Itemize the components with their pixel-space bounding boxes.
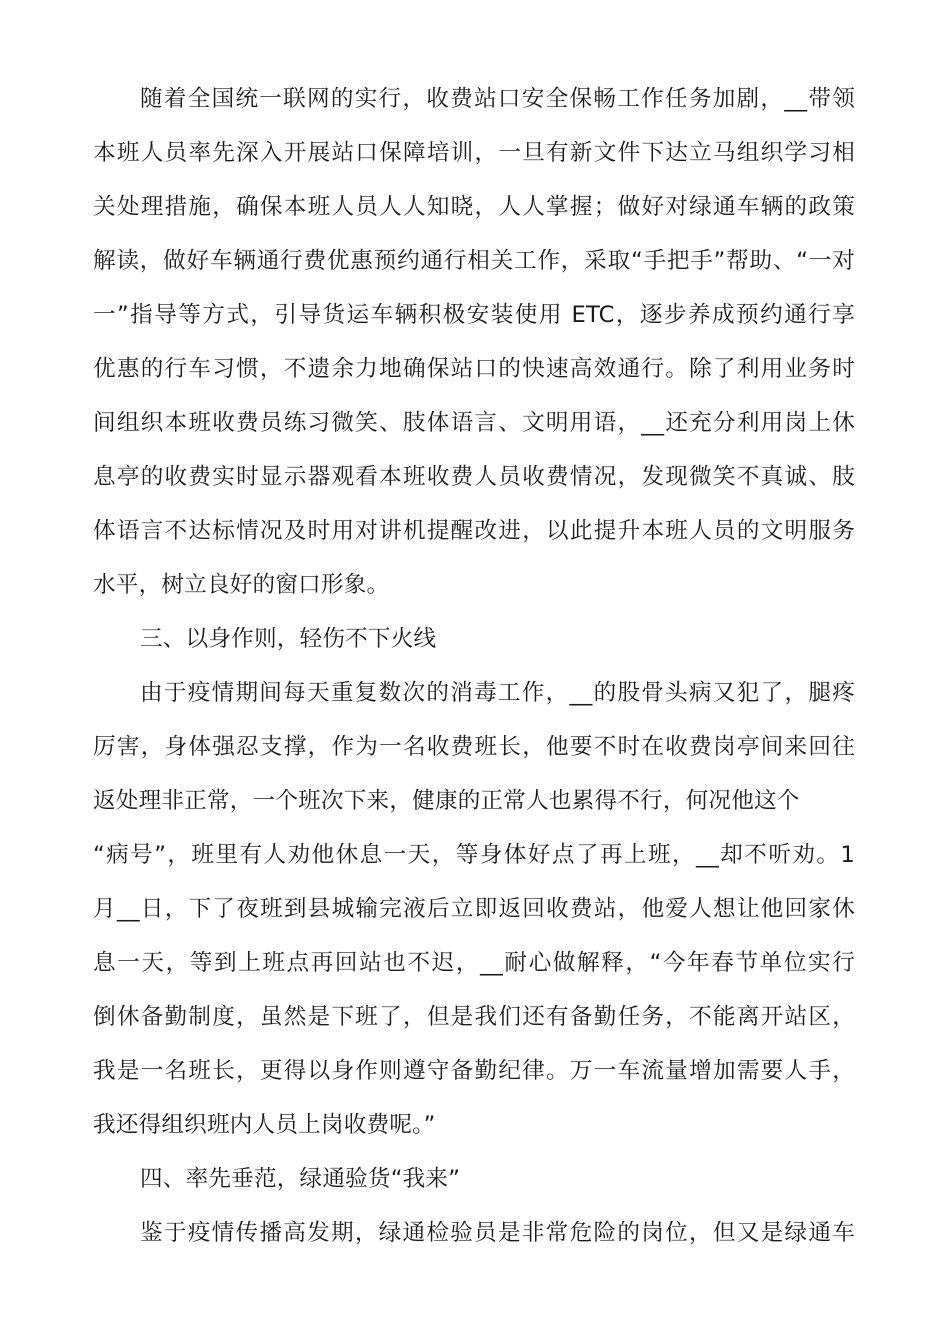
paragraph: [93, 72, 855, 612]
paragraph: [93, 666, 855, 1152]
text-line: 息亭的收费实时显示器观看本班收费人员收费情况，发现微笑不真诚、肢: [93, 464, 855, 490]
text-line: 随着全国统一联网的实行，收费站口安全保畅工作任务加剧，__带领: [140, 86, 855, 112]
section-heading: 三、以身作则，轻伤不下火线: [140, 626, 437, 652]
text-line: 一”指导等方式，引导货运车辆积极安装使用 ETC，逐步养成预约通行享: [93, 302, 855, 328]
text-line: “病号”，班里有人劝他休息一天，等身体好点了再上班，__却不听劝。1: [93, 842, 855, 868]
text-line: 息一天，等到上班点再回站也不迟，__耐心做解释，“今年春节单位实行: [93, 950, 855, 976]
section-heading: 四、率先垂范，绿通验货“我来”: [140, 1166, 461, 1192]
paragraph: [93, 1206, 855, 1260]
text-line: 本班人员率先深入开展站口保障培训，一旦有新文件下达立马组织学习相: [93, 140, 855, 166]
text-line: 由于疫情期间每天重复数次的消毒工作，__的股骨头病又犯了，腿疼: [140, 680, 855, 706]
text-line: 间组织本班收费员练习微笑、肢体语言、文明用语，__还充分利用岗上休: [93, 410, 855, 436]
text-line: 返处理非正常，一个班次下来，健康的正常人也累得不行，何况他这个: [93, 788, 800, 814]
text-line: 关处理措施，确保本班人员人人知晓，人人掌握；做好对绿通车辆的政策: [93, 194, 855, 220]
text-line: 优惠的行车习惯，不遗余力地确保站口的快速高效通行。除了利用业务时: [93, 356, 855, 382]
text-line: 鉴于疫情传播高发期，绿通检验员是非常危险的岗位，但又是绿通车: [140, 1220, 855, 1246]
text-line: 月__日，下了夜班到县城输完液后立即返回收费站，他爱人想让他回家休: [93, 896, 855, 922]
text-line: 体语言不达标情况及时用对讲机提醒改进，以此提升本班人员的文明服务: [93, 518, 855, 544]
text-line: 厉害，身体强忍支撑，作为一名收费班长，他要不时在收费岗亭间来回往: [93, 734, 855, 760]
text-line: 我是一名班长，更得以身作则遵守备勤纪律。万一车流量增加需要人手，: [93, 1058, 855, 1084]
text-line: 水平，树立良好的窗口形象。: [93, 572, 390, 598]
text-line: 解读，做好车辆通行费优惠预约通行相关工作，采取“手把手”帮助、“一对: [93, 248, 855, 274]
text-line: 倒休备勤制度，虽然是下班了，但是我们还有备勤任务，不能离开站区，: [93, 1004, 855, 1030]
text-line: 我还得组织班内人员上岗收费呢。”: [93, 1112, 436, 1138]
document-page: [93, 72, 855, 1260]
